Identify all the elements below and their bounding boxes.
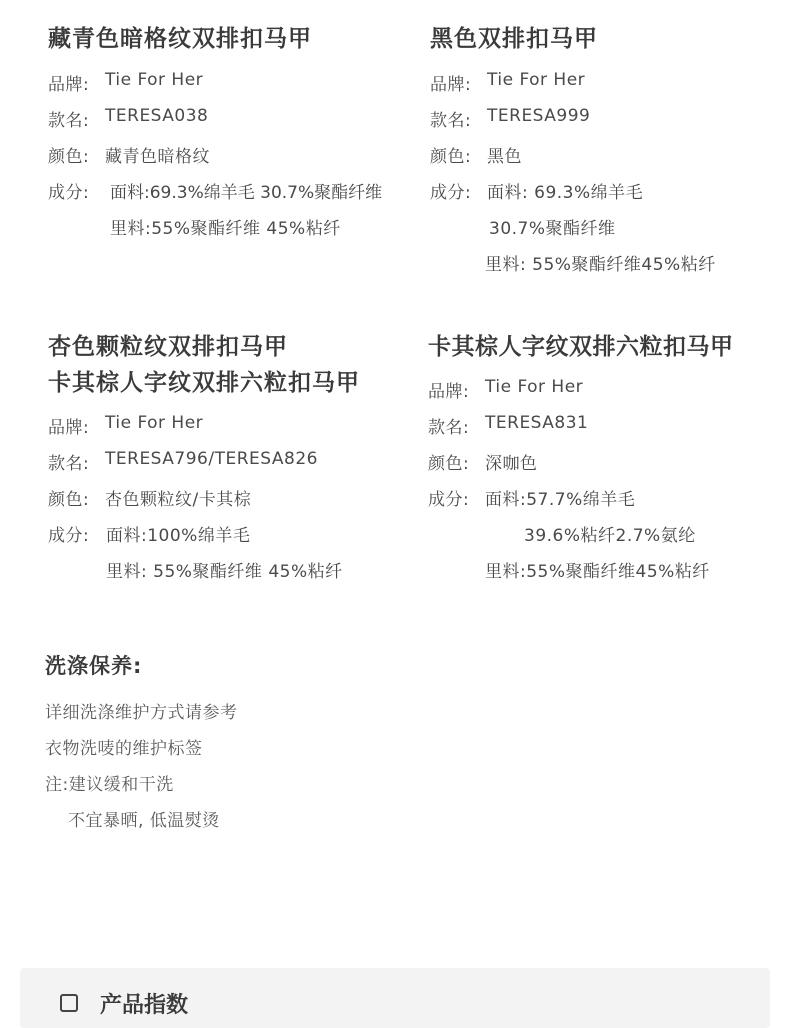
product3-brand-label: 品牌: <box>48 418 90 438</box>
product4-color: 深咖色 <box>485 454 538 474</box>
product3-color: 杏色颗粒纹/卡其棕 <box>105 490 252 510</box>
product3-brand: Tie For Her <box>105 413 204 433</box>
product4-color-label: 颜色: <box>428 454 470 474</box>
product2-brand: Tie For Her <box>487 70 586 90</box>
care-line-1: 详细洗涤维护方式请参考 <box>45 703 238 723</box>
product1-brand: Tie For Her <box>105 70 204 90</box>
care-line-3: 注:建议缓和干洗 <box>45 775 174 795</box>
product1-style: TERESA038 <box>105 106 209 126</box>
product2-color: 黑色 <box>487 147 522 167</box>
care-title: 洗涤保养: <box>45 654 143 678</box>
product4-title: 卡其棕人字纹双排六粒扣马甲 <box>428 334 734 360</box>
product2-color-label: 颜色: <box>430 147 472 167</box>
product4-style-label: 款名: <box>428 418 470 438</box>
product4-outer-fabric-cont: 39.6%粘纤2.7%氨纶 <box>524 526 696 546</box>
product1-composition-label: 成分: <box>48 183 90 203</box>
product2-brand-label: 品牌: <box>430 75 472 95</box>
product3-composition-label: 成分: <box>48 526 90 546</box>
product1-outer-fabric: 面料:69.3%绵羊毛 30.7%聚酯纤维 <box>110 183 383 203</box>
product3-title-line1: 杏色颗粒纹双排扣马甲 <box>48 334 288 360</box>
product1-style-label: 款名: <box>48 111 90 131</box>
product1-color-label: 颜色: <box>48 147 90 167</box>
product1-title: 藏青色暗格纹双排扣马甲 <box>48 26 312 52</box>
clipboard-icon <box>60 994 78 1012</box>
product2-outer-fabric-cont: 30.7%聚酯纤维 <box>489 219 616 239</box>
product1-brand-label: 品牌: <box>48 75 90 95</box>
product3-style-label: 款名: <box>48 454 90 474</box>
product2-outer-fabric: 面料: 69.3%绵羊毛 <box>487 183 644 203</box>
product2-title: 黑色双排扣马甲 <box>430 26 598 52</box>
product4-lining: 里料:55%聚酯纤维45%粘纤 <box>485 562 710 582</box>
product2-composition-label: 成分: <box>430 183 472 203</box>
product3-style: TERESA796/TERESA826 <box>105 449 318 469</box>
product4-brand-label: 品牌: <box>428 382 470 402</box>
product4-composition-label: 成分: <box>428 490 470 510</box>
product2-style: TERESA999 <box>487 106 591 126</box>
product3-title-line2: 卡其棕人字纹双排六粒扣马甲 <box>48 370 360 396</box>
product1-lining: 里料:55%聚酯纤维 45%粘纤 <box>110 219 341 239</box>
product4-outer-fabric: 面料:57.7%绵羊毛 <box>485 490 636 510</box>
product3-color-label: 颜色: <box>48 490 90 510</box>
product2-lining: 里料: 55%聚酯纤维45%粘纤 <box>485 255 716 275</box>
product2-style-label: 款名: <box>430 111 472 131</box>
product4-brand: Tie For Her <box>485 377 584 397</box>
product3-lining: 里料: 55%聚酯纤维 45%粘纤 <box>106 562 343 582</box>
care-line-4: 不宜暴晒, 低温熨烫 <box>68 811 220 831</box>
product4-style: TERESA831 <box>485 413 589 433</box>
product-index-panel <box>20 968 770 1028</box>
care-line-2: 衣物洗唛的维护标签 <box>45 739 203 759</box>
product3-outer-fabric: 面料:100%绵羊毛 <box>106 526 251 546</box>
product-index-title: 产品指数 <box>100 993 189 1018</box>
product1-color: 藏青色暗格纹 <box>105 147 210 167</box>
